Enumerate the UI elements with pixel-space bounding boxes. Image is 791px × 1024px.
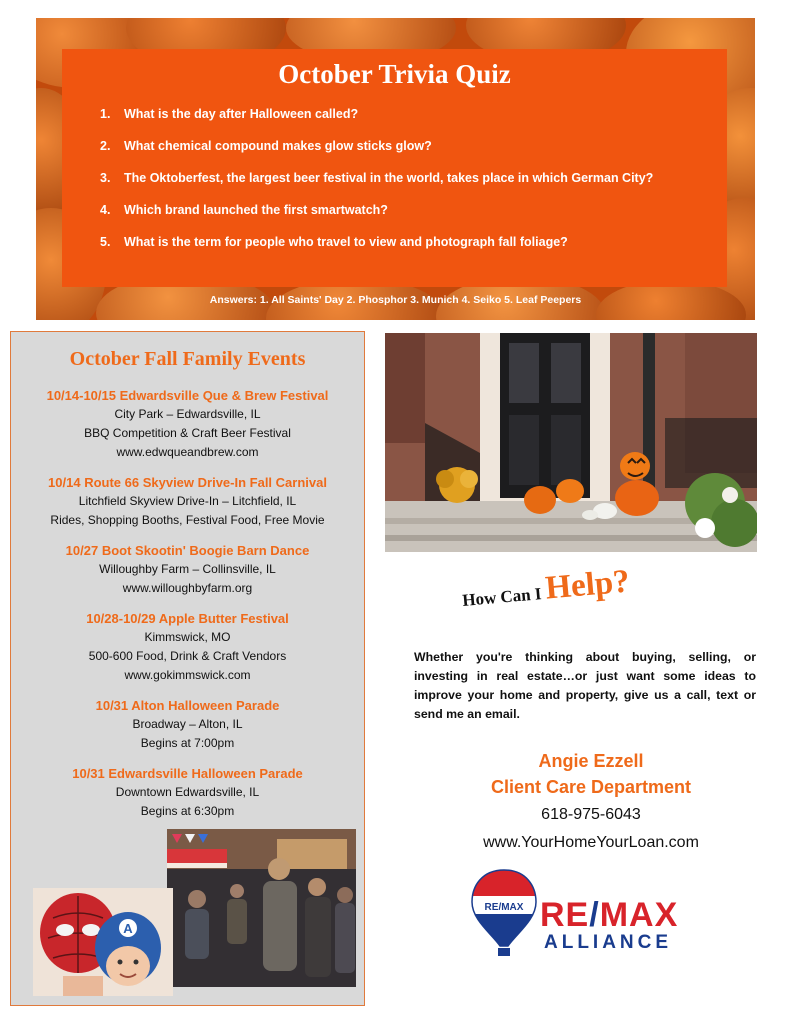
event-item xyxy=(11,609,364,685)
contact-website[interactable]: www.YourHomeYourLoan.com xyxy=(483,834,699,851)
kids-costume-photo xyxy=(33,888,173,996)
event-item xyxy=(11,696,364,753)
event-location: Kimmswick, MO xyxy=(144,630,231,644)
help-heading xyxy=(460,563,631,615)
event-detail: Rides, Shopping Booths, Festival Food, Free Movie xyxy=(50,513,325,527)
remax-alliance-logo xyxy=(470,868,720,963)
quiz-answers: Answers: 1. All Saints' Day 2. Phosphor 3. Munich 4. Seiko 5. Leaf Peepers xyxy=(209,294,582,306)
event-location: Broadway – Alton, IL xyxy=(132,717,243,731)
event-location: Litchfield Skyview Drive-In – Litchfield, IL xyxy=(78,494,297,508)
quiz-question: 2. What chemical compound makes glow sticks glow? xyxy=(100,139,432,153)
event-detail: 500-600 Food, Drink & Craft Vendors xyxy=(88,649,287,663)
quiz-question: 5. What is the term for people who travel to view and photograph fall foliage? xyxy=(100,235,568,249)
quiz-question: 1. What is the day after Halloween called? xyxy=(100,107,359,121)
event-item xyxy=(11,473,364,530)
event-title: 10/14-10/15 Edwardsville Que & Brew Festival xyxy=(46,388,329,403)
event-title: 10/31 Alton Halloween Parade xyxy=(95,698,280,713)
event-item xyxy=(11,386,364,462)
quiz-question: 4. Which brand launched the first smartwatch? xyxy=(100,203,388,217)
trivia-banner xyxy=(36,18,755,320)
event-website: www.willoughbyfarm.org xyxy=(122,581,253,595)
event-title: 10/28-10/29 Apple Butter Festival xyxy=(86,611,289,626)
logo-subtitle: ALLIANCE xyxy=(544,932,673,953)
contact-phone[interactable]: 618-975-6043 xyxy=(541,806,641,823)
event-title: 10/14 Route 66 Skyview Drive-In Fall Carnival xyxy=(48,475,327,490)
quiz-title: October Trivia Quiz xyxy=(278,59,511,89)
festival-crowd-photo xyxy=(167,829,356,987)
event-location: Willoughby Farm – Collinsville, IL xyxy=(99,562,276,576)
event-time: Begins at 6:30pm xyxy=(140,804,235,818)
quiz-box xyxy=(62,49,727,287)
hot-air-balloon-icon xyxy=(470,868,538,960)
kids-costume-illustration xyxy=(33,888,173,996)
event-time: Begins at 7:00pm xyxy=(140,736,235,750)
contact-department: Client Care Department xyxy=(490,777,692,797)
event-title: 10/31 Edwardsville Halloween Parade xyxy=(72,766,303,781)
events-title: October Fall Family Events xyxy=(69,348,306,370)
event-item xyxy=(11,764,364,821)
event-detail: BBQ Competition & Craft Beer Festival xyxy=(84,426,291,440)
event-website: www.gokimmswick.com xyxy=(124,668,251,682)
festival-crowd-illustration xyxy=(167,829,356,987)
event-item xyxy=(11,541,364,598)
porch-illustration xyxy=(385,333,757,552)
quiz-question: 3. The Oktoberfest, the largest beer festival in the world, takes place in which German City? xyxy=(100,171,654,185)
help-heading-big: Help? xyxy=(543,563,632,607)
svg-text:RE/MAX: RE/MAX xyxy=(484,902,524,913)
contact-name: Angie Ezzell xyxy=(538,751,644,771)
contact-block xyxy=(414,748,768,856)
logo-brand: RE/MAX xyxy=(540,896,679,934)
event-location: Downtown Edwardsville, IL xyxy=(115,785,260,799)
event-location: City Park – Edwardsville, IL xyxy=(114,407,261,421)
porch-pumpkins-photo xyxy=(385,333,757,552)
event-website: www.edwqueandbrew.com xyxy=(116,445,259,459)
svg-text:A: A xyxy=(123,921,133,936)
quiz-question-list xyxy=(100,106,653,266)
help-heading-small: How Can I xyxy=(461,584,543,610)
event-title: 10/27 Boot Skootin' Boogie Barn Dance xyxy=(65,543,310,558)
events-panel xyxy=(10,331,365,1006)
help-body-text: Whether you're thinking about buying, selling, or investing in real estate…or just want some ideas to improve your home and property, give us a call, text or send me an email. xyxy=(414,650,756,721)
